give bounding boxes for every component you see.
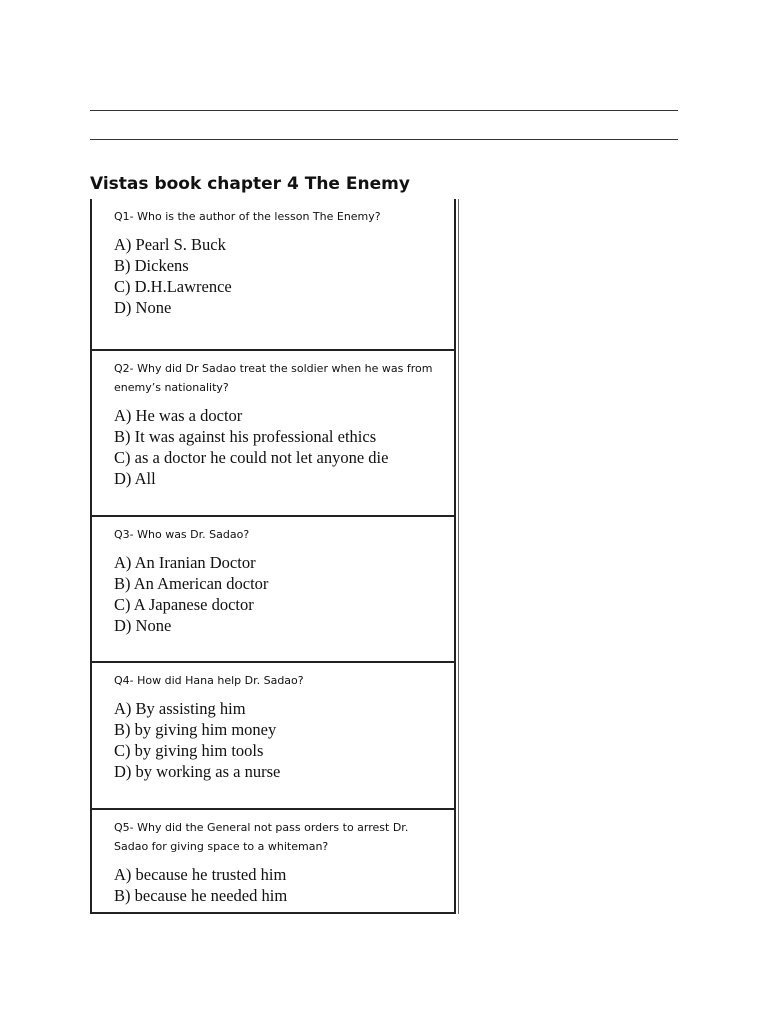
question-cell-1 bbox=[92, 199, 454, 351]
quiz-table bbox=[90, 199, 456, 914]
option-item: B) It was against his professional ethics bbox=[114, 427, 377, 446]
header-rule-top bbox=[90, 110, 678, 111]
question-cell-3 bbox=[92, 517, 454, 663]
option-list bbox=[114, 405, 444, 489]
option-item: A) By assisting him bbox=[114, 699, 246, 718]
option-item: B) An American doctor bbox=[114, 574, 269, 593]
option-item: A) because he trusted him bbox=[114, 865, 287, 884]
question-cell-5 bbox=[92, 810, 454, 912]
option-item: C) as a doctor he could not let anyone die bbox=[114, 448, 389, 467]
question-cell-4 bbox=[92, 663, 454, 810]
question-cell-2 bbox=[92, 351, 454, 517]
option-item: B) Dickens bbox=[114, 256, 189, 275]
option-item: C) D.H.Lawrence bbox=[114, 277, 232, 296]
option-item: D) None bbox=[114, 616, 172, 635]
question-text: Q3- Who was Dr. Sadao? bbox=[114, 528, 250, 541]
option-item: A) An Iranian Doctor bbox=[114, 553, 256, 572]
option-item: D) by working as a nurse bbox=[114, 762, 281, 781]
option-item: A) Pearl S. Buck bbox=[114, 235, 226, 254]
question-text: Q2- Why did Dr Sadao treat the soldier when he was from enemy’s nationality? bbox=[114, 362, 433, 394]
option-item: B) because he needed him bbox=[114, 886, 288, 905]
page-title: Vistas book chapter 4 The Enemy bbox=[90, 174, 410, 194]
question-text: Q5- Why did the General not pass orders to arrest Dr. Sadao for giving space to a whiteman? bbox=[114, 821, 409, 853]
option-item: D) None bbox=[114, 298, 172, 317]
option-item: D) All bbox=[114, 469, 156, 488]
header-rule-bottom bbox=[90, 139, 678, 140]
option-item: B) by giving him money bbox=[114, 720, 277, 739]
option-item: A) He was a doctor bbox=[114, 406, 243, 425]
option-list bbox=[114, 864, 444, 906]
option-list bbox=[114, 698, 444, 782]
option-list bbox=[114, 234, 444, 318]
option-list bbox=[114, 552, 444, 636]
option-item: C) A Japanese doctor bbox=[114, 595, 254, 614]
question-text: Q4- How did Hana help Dr. Sadao? bbox=[114, 674, 304, 687]
option-item: C) by giving him tools bbox=[114, 741, 264, 760]
question-text: Q1- Who is the author of the lesson The Enemy? bbox=[114, 210, 381, 223]
